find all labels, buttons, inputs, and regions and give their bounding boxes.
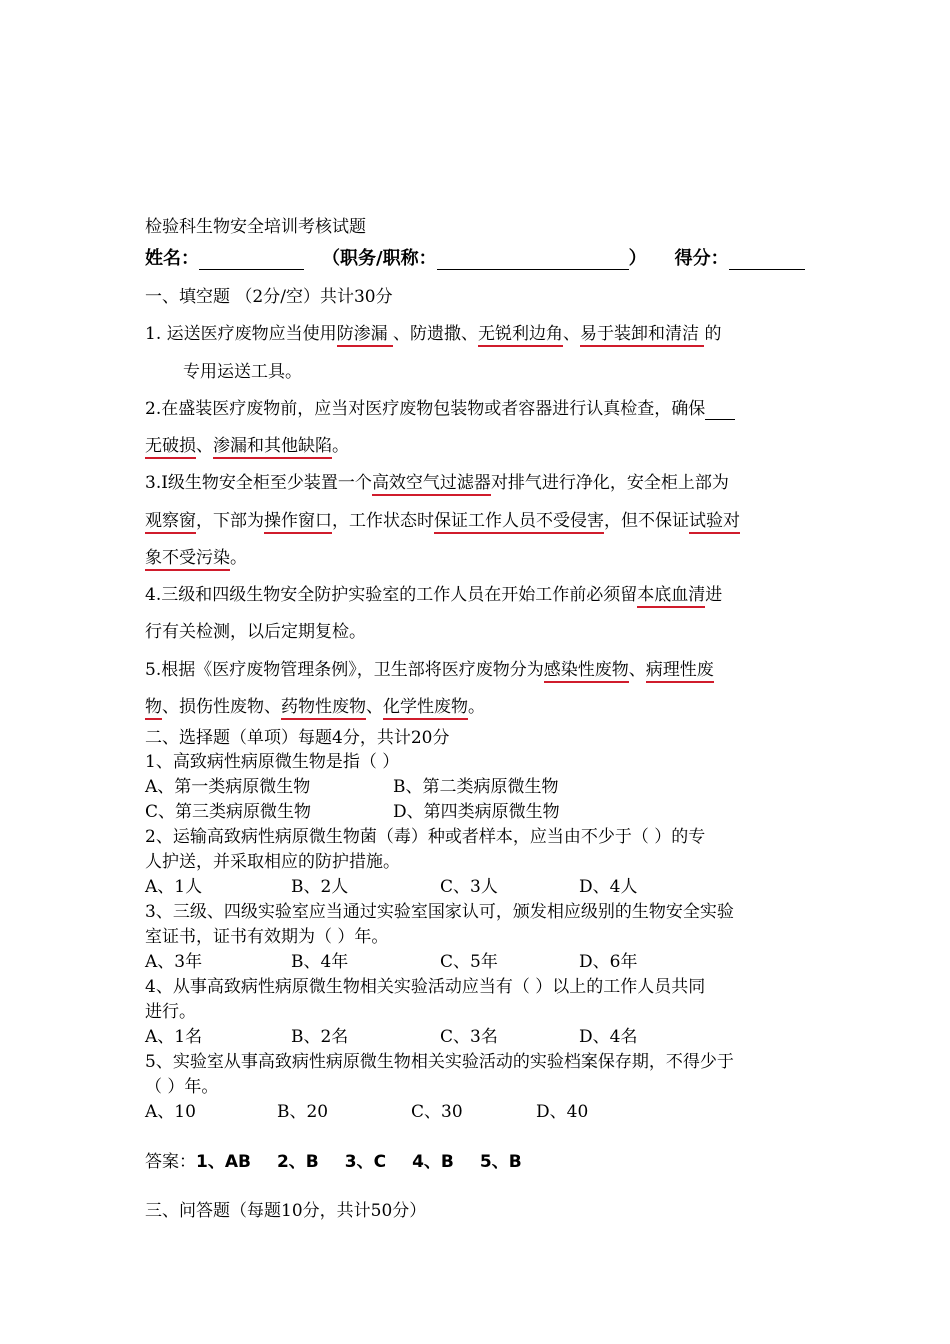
document-title: 检验科生物安全培训考核试题 [145, 217, 366, 237]
s2-q3-option-d: D、6年 [579, 952, 638, 972]
s2-q1-stem: 1、高致病性病原微生物是指（ ） [145, 752, 400, 772]
section3-heading: 三、问答题（每题10分，共计50分） [145, 1201, 427, 1221]
s2-q1-option-c: C、第三类病原微生物 [145, 802, 312, 822]
section2-heading: 二、选择题（单项）每题4分，共计20分 [145, 728, 450, 748]
s2-q5-stem-line2: （ ）年。 [145, 1077, 219, 1097]
answer-underline: 物 [145, 697, 162, 720]
position-field[interactable] [437, 251, 629, 270]
s1-q5-line1: 5.根据《医疗废物管理条例》，卫生部将医疗废物分为感染性废物、病理性废 [145, 659, 714, 681]
answer-item: 2、B [276, 1152, 319, 1172]
s1-q5-line2: 物、损伤性废物、药物性废物、化学性废物。 [145, 696, 485, 718]
position-close: ） [628, 248, 647, 269]
s2-q1-option-a: A、第一类病原微生物 [145, 777, 311, 797]
answer-item: 1、AB [196, 1152, 251, 1172]
answer-underline: 无破损 [145, 436, 196, 459]
score-field[interactable] [729, 251, 805, 270]
s2-q1-option-d: D、第四类病原微生物 [393, 802, 560, 822]
answer-item: 5、B [479, 1152, 522, 1172]
answer-underline: 病理性废 [646, 660, 714, 683]
answer-underline: 渗漏和其他缺陷 [213, 436, 332, 459]
s2-q5-option-a: A、10 [145, 1102, 196, 1122]
s2-q4-option-b: B、2名 [291, 1027, 349, 1047]
answer-underline: 保证工作人员不受侵害 [434, 511, 604, 534]
s2-q5-option-d: D、40 [536, 1102, 589, 1122]
s2-q2-option-c: C、3人 [440, 877, 498, 897]
answer-underline: 本底血清 [637, 585, 705, 608]
section1-heading: 一、填空题 （2分/空）共计30分 [145, 287, 393, 307]
s2-q3-stem-line2: 室证书，证书有效期为（ ）年。 [145, 927, 389, 947]
s2-q3-option-b: B、4年 [291, 952, 349, 972]
answer-underline: 无锐利边角 [478, 324, 563, 347]
s2-q3-option-c: C、5年 [440, 952, 498, 972]
s2-q4-option-a: A、1名 [145, 1027, 203, 1047]
answer-key [145, 1151, 522, 1173]
s1-q2-line1: 2.在盛装医疗废物前，应当对医疗废物包装物或者容器进行认真检查，确保 [145, 398, 735, 420]
s1-q4-line2: 行有关检测，以后定期复检。 [145, 622, 366, 642]
s2-q5-stem-line1: 5、实验室从事高致病性病原微生物相关实验活动的实验档案保存期，不得少于 [145, 1052, 734, 1072]
s2-q3-stem-line1: 3、三级、四级实验室应当通过实验室国家认可，颁发相应级别的生物安全实验 [145, 902, 734, 922]
s2-q2-option-b: B、2人 [291, 877, 349, 897]
answer-underline: 感染性废物 [544, 660, 629, 683]
s2-q2-option-d: D、4人 [579, 877, 638, 897]
s1-q2-line2: 无破损、渗漏和其他缺陷。 [145, 435, 349, 457]
answer-underline: 试验对 [689, 511, 740, 534]
answer-item: 4、B [412, 1152, 454, 1172]
answer-item: 3、C [344, 1152, 387, 1172]
s2-q4-stem-line2: 进行。 [145, 1002, 196, 1022]
name-label: 姓名： [145, 248, 199, 269]
answer-underline: 化学性废物 [383, 697, 468, 720]
s2-q4-stem-line1: 4、从事高致病性病原微生物相关实验活动应当有（ ）以上的工作人员共同 [145, 977, 706, 997]
answer-key-label: 答案： [145, 1152, 196, 1172]
info-line [145, 248, 805, 270]
s1-q3-line2: 观察窗，下部为操作窗口，工作状态时保证工作人员不受侵害，但不保证试验对 [145, 510, 740, 532]
s2-q4-option-c: C、3名 [440, 1027, 498, 1047]
s2-q5-option-b: B、20 [277, 1102, 329, 1122]
s1-q1-line1: 1. 运送医疗废物应当使用防渗漏 、防遗撒、无锐利边角、易于装卸和清洁 的 [145, 323, 721, 345]
s1-q3-line3: 象不受污染。 [145, 547, 247, 569]
s2-q3-option-a: A、3年 [145, 952, 203, 972]
answer-underline: 观察窗 [145, 511, 196, 534]
s2-q1-option-b: B、第二类病原微生物 [393, 777, 559, 797]
score-label: 得分： [674, 248, 729, 269]
answer-underline: 高效空气过滤器 [372, 473, 491, 496]
answer-underline: 易于装卸和清洁 [580, 324, 704, 347]
name-field[interactable] [199, 251, 304, 270]
blank-line [705, 401, 735, 420]
s2-q2-stem-line2: 人护送，并采取相应的防护措施。 [145, 852, 400, 872]
s2-q5-option-c: C、30 [411, 1102, 463, 1122]
s1-q4-line1: 4.三级和四级生物安全防护实验室的工作人员在开始工作前必须留本底血清进 [145, 584, 722, 606]
answer-underline: 操作窗口 [264, 511, 332, 534]
s1-q1-line2: 专用运送工具。 [183, 362, 302, 382]
s1-q3-line1: 3.Ⅰ级生物安全柜至少装置一个高效空气过滤器对排气进行净化，安全柜上部为 [145, 472, 729, 494]
answer-underline: 防渗漏 [337, 324, 393, 347]
answer-underline: 药物性废物 [281, 697, 366, 720]
answer-underline: 象不受污染 [145, 548, 230, 571]
position-label: （职务/职称： [322, 248, 437, 269]
s2-q2-option-a: A、1人 [145, 877, 203, 897]
s2-q2-stem-line1: 2、运输高致病性病原微生物菌（毒）种或者样本，应当由不少于（ ）的专 [145, 827, 706, 847]
s2-q4-option-d: D、4名 [579, 1027, 638, 1047]
